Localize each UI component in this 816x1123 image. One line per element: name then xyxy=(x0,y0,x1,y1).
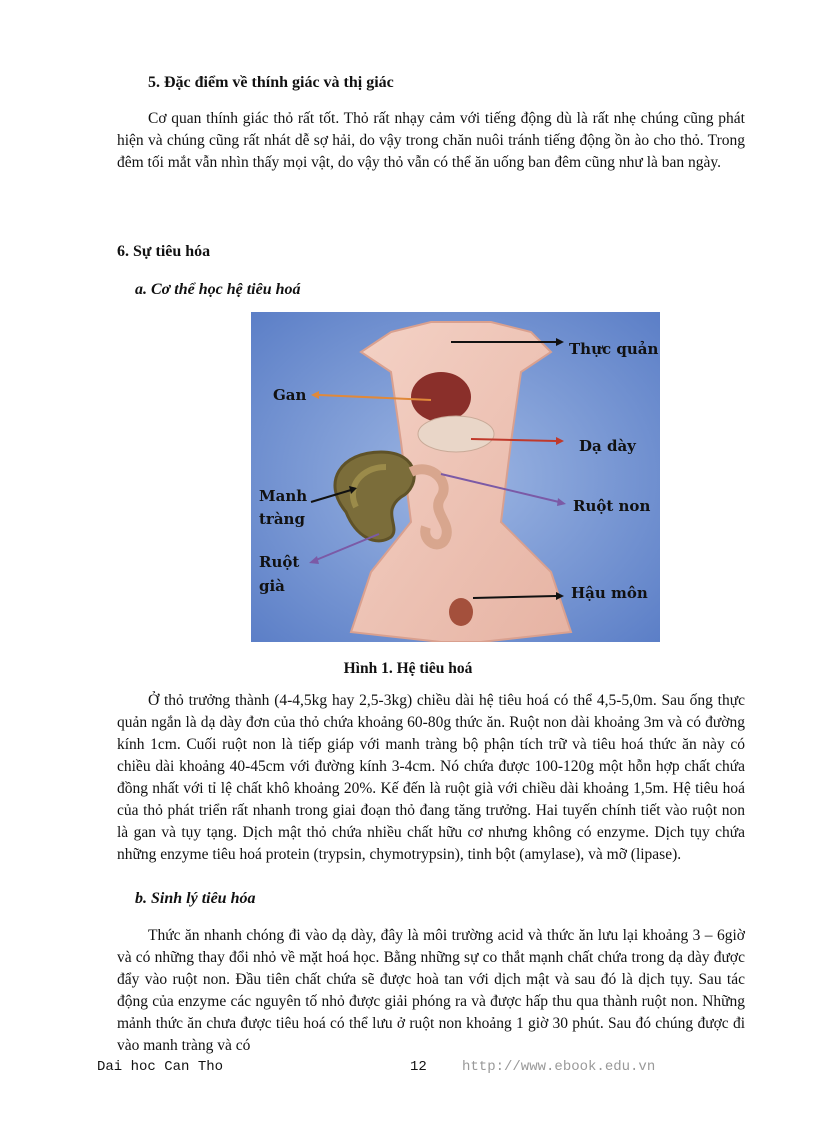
digestive-system-figure xyxy=(251,312,660,642)
anus-organ xyxy=(449,598,473,626)
footer-url: http://www.ebook.edu.vn xyxy=(462,1059,656,1075)
footer-source: Dai hoc Can Tho xyxy=(97,1059,224,1075)
figure-caption: Hình 1. Hệ tiêu hoá xyxy=(343,660,473,677)
label-thuc-quan: Thực quản xyxy=(569,340,659,358)
section-6b-paragraph: Thức ăn nhanh chóng đi vào dạ dày, đây là môi trường acid và thức ăn lưu lại khoảng 3 – 6giờ và có những thay đổi nhỏ về mặt hoá học. Bằng những sự co thắt mạnh chất chứa trong dạ dày được đẩy vào ruột non. Đầu tiên chất chứa sẽ được hoà tan với dịch mật và sau đó là dịch tụy. Sau tác động của enzyme các nguyên tố nhỏ được giải phóng ra và được hấp thu qua thành ruột non. Những mảnh thức ăn chưa được tiêu hoá có thể lưu ở ruột non khoảng 1 giờ 30 phút. Sau đó chúng được đi vào manh tràng và có xyxy=(117,927,745,1054)
label-ruot-gia-line2: già xyxy=(259,577,285,595)
footer-page-number: 12 xyxy=(410,1059,427,1075)
label-manh-trang-line1: Manh xyxy=(259,487,308,505)
section-5-paragraph: Cơ quan thính giác thỏ rất tốt. Thỏ rất nhạy cảm với tiếng động dù là rất nhẹ chúng cũng phát hiện và chúng cũng rất nhát dễ sợ hải, do vậy trong chăn nuôi tránh tiếng động ồn ào cho thỏ. Trong đêm tối mắt vẫn nhìn thấy mọi vật, do vậy thỏ vẫn có thể ăn uống ban đêm cũng như là ban ngày. xyxy=(117,110,745,171)
section-6-heading: 6. Sự tiêu hóa xyxy=(117,243,211,260)
label-gan: Gan xyxy=(273,386,307,404)
stomach-organ xyxy=(418,416,494,452)
label-ruot-gia-line1: Ruột xyxy=(259,553,300,571)
subsection-b-heading: b. Sinh lý tiêu hóa xyxy=(135,890,256,907)
liver-organ xyxy=(411,372,471,422)
subsection-a-heading: a. Cơ thể học hệ tiêu hoá xyxy=(135,281,301,298)
label-ruot-non: Ruột non xyxy=(573,497,651,515)
label-hau-mon: Hậu môn xyxy=(571,584,648,602)
label-da-day: Dạ dày xyxy=(579,437,636,455)
section-5-heading: 5. Đặc điểm về thính giác và thị giác xyxy=(148,74,394,91)
section-6a-paragraph: Ở thỏ trưởng thành (4-4,5kg hay 2,5-3kg) chiều dài hệ tiêu hoá có thể 4,5-5,0m. Sau ống thực quản ngắn là dạ dày đơn của thỏ chứa khoảng 60-80g thức ăn. Ruột non dài khoảng 3m và có đường kính 1cm. Cuối ruột non là tiếp giáp với manh tràng bộ phận tích trữ và tiêu hoá thức ăn này có chiều dài khoảng 40-45cm với đường kính 3-4cm. Nó chứa được 100-120g một hỗn hợp chất chứa đồng nhất với tỉ lệ chất khô khoảng 20%. Kế đến là ruột già với chiều dài khoảng 1,5m. Hệ tiêu hoá của thỏ phát triển rất nhanh trong giai đoạn thỏ đang tăng trưởng. Hai tuyến chính tiết vào ruột non là gan và tụy tạng. Dịch mật thỏ chứa nhiều chất hữu cơ nhưng không có enzyme. Dịch tụy chứa những enzyme tiêu hoá protein (trypsin, chymotrypsin), tinh bột (amylase), và mỡ (lipase). xyxy=(117,692,745,863)
label-manh-trang-line2: tràng xyxy=(259,510,305,528)
